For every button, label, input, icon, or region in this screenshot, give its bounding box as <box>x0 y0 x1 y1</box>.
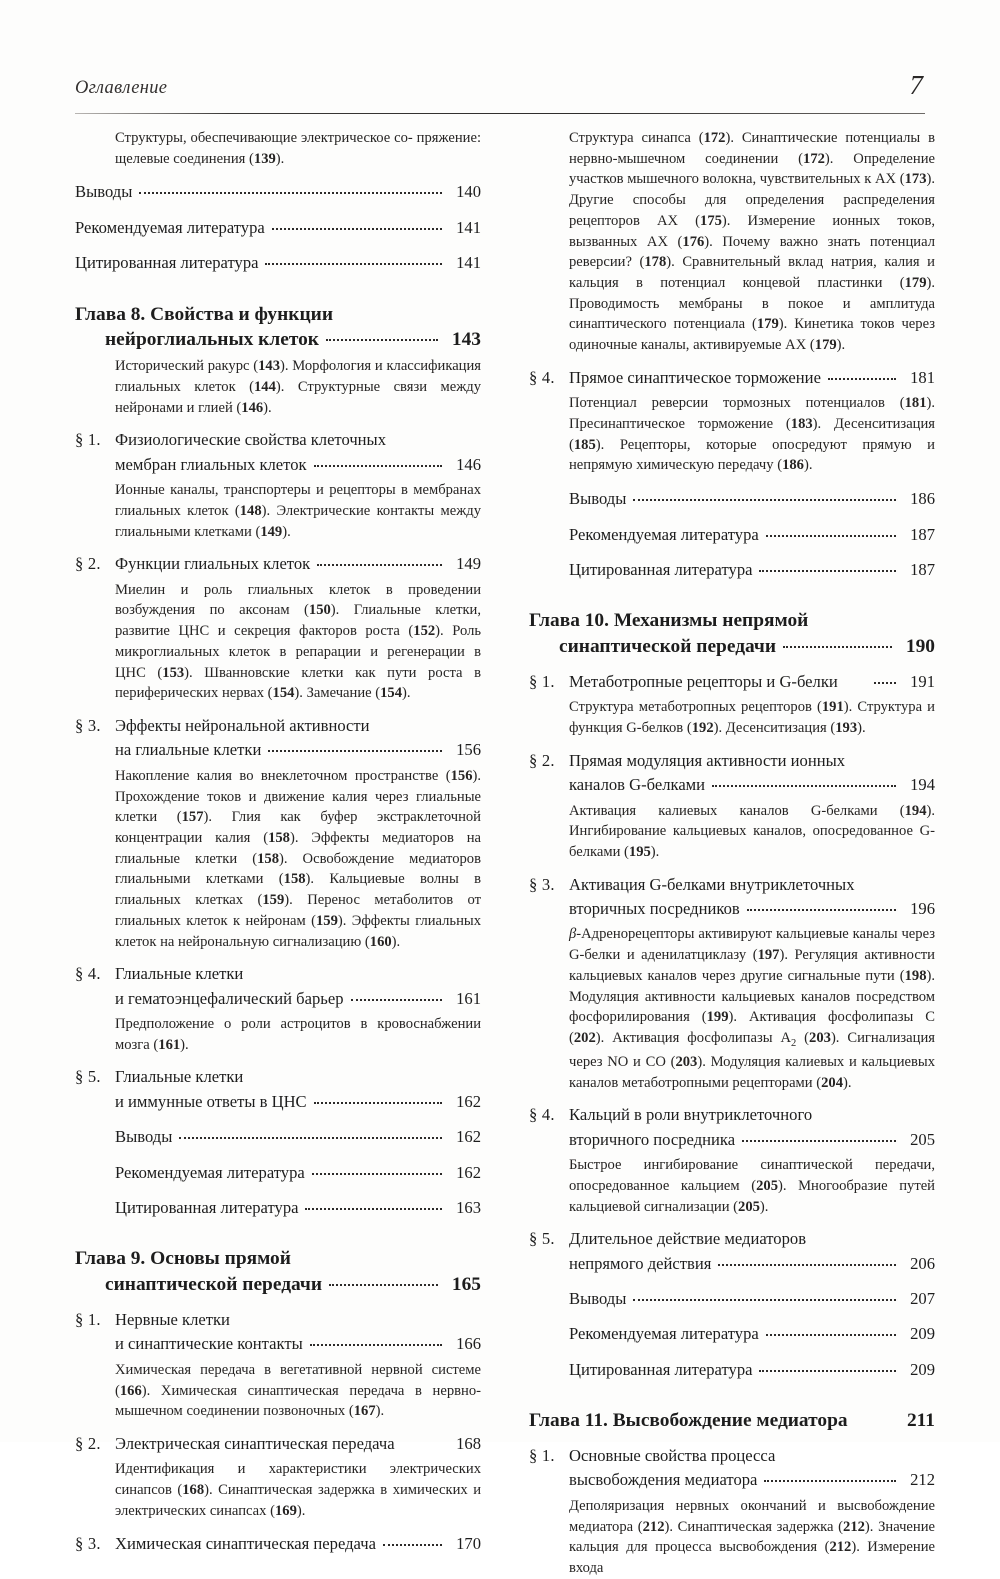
section-page-number: 205 <box>910 1129 935 1149</box>
entry-description: β-Адренорецепторы активируют кальциевые каналы через G-белки и аденилатциклазу (197). Регуляция активности кальциевых каналов через другие сигнальные пути (198). Модуляция активности кальциевых каналов посредством фосфорилирования (199). Активация фосфолипазы C (202). Активация фосфолипазы $A_2$ (203). Сигнализация через NO и CO (203). Модуляция калиевых и кальциевых каналов метаботропными рецепторами (204). <box>569 926 935 1091</box>
section-page-number: 170 <box>456 1533 481 1553</box>
section-page-number: 206 <box>910 1253 935 1273</box>
section-marker: § 2. <box>75 1433 101 1453</box>
toc-entry[interactable] <box>569 1322 935 1346</box>
toc-section-entry[interactable] <box>529 670 935 694</box>
section-marker: § 5. <box>529 1229 555 1249</box>
dot-leader <box>764 1480 896 1482</box>
section-page-number: 161 <box>456 988 481 1008</box>
toc-entry-group <box>75 1125 481 1220</box>
toc-entry-label: Цитированная литература <box>75 253 259 273</box>
toc-entry[interactable] <box>115 1196 481 1220</box>
toc-section-entry[interactable] <box>529 1227 935 1276</box>
toc-entry-page: 162 <box>456 1127 481 1147</box>
chapter-title-line2: синаптической передачи <box>559 636 777 658</box>
section-list <box>529 366 935 476</box>
toc-section-entry[interactable] <box>75 552 481 576</box>
section-marker: § 3. <box>529 874 555 894</box>
section-title-line1: Глиальные клетки <box>115 964 244 984</box>
toc-entry[interactable] <box>569 523 935 547</box>
toc-section-entry[interactable] <box>529 1103 935 1152</box>
section-marker: § 2. <box>75 554 101 574</box>
dot-leader <box>633 1299 896 1301</box>
toc-section-entry[interactable] <box>75 962 481 1011</box>
running-head <box>75 70 925 112</box>
toc-entry-label: Цитированная литература <box>569 1359 753 1379</box>
dot-leader <box>633 499 896 501</box>
section-list <box>529 670 935 1276</box>
section-page-number: 162 <box>456 1091 481 1111</box>
dot-leader <box>828 378 896 380</box>
section-title-line1: Эффекты нейрональной активности <box>115 716 370 735</box>
toc-entry[interactable] <box>75 216 481 240</box>
section-title-line2: каналов G-белками <box>569 775 706 795</box>
dot-leader <box>312 1173 442 1175</box>
dot-leader <box>314 465 442 467</box>
entry-description: Ионные каналы, транспортеры и рецепторы в мембранах глиальных клеток (148). Электрические контакты между глиальными клетками (149). <box>115 482 481 540</box>
toc-entry-label: Выводы <box>75 182 133 202</box>
toc-entry-label: Рекомендуемая литература <box>115 1162 305 1182</box>
section-title-line1: Прямая модуляция активности ионных <box>569 750 846 770</box>
toc-column-left <box>75 128 481 1579</box>
section-list <box>75 1308 481 1556</box>
section-title-line1: Физиологические свойства клеточных <box>115 430 387 450</box>
running-head-title: Оглавление <box>75 78 168 98</box>
section-list <box>529 1444 935 1579</box>
dot-leader <box>272 228 442 230</box>
entry-description: Исторический ракурс (143). Морфология и классификация глиальных клеток (144). Структурные связи между нейронами и глией (146). <box>115 358 482 416</box>
chapter-title-line2: синаптической передачи <box>105 1274 323 1296</box>
section-marker: § 1. <box>75 1310 101 1330</box>
toc-entry-page: 207 <box>910 1289 935 1309</box>
toc-entry-group <box>529 487 935 582</box>
dot-leader <box>139 192 442 194</box>
section-page-number: 181 <box>910 367 935 387</box>
section-title-line2: Электрическая синаптическая передача <box>115 1433 395 1453</box>
toc-entry-label: Цитированная литература <box>115 1198 299 1218</box>
section-marker: § 1. <box>75 430 101 450</box>
section-title-line2: вторичных посредников <box>569 899 740 919</box>
section-marker: § 3. <box>75 716 101 735</box>
section-title-line2: Функции глиальных клеток <box>115 554 311 574</box>
section-marker: § 1. <box>529 1446 555 1466</box>
toc-entry-page: 140 <box>456 182 481 202</box>
toc-section-entry[interactable] <box>529 749 935 798</box>
chapter-page-number: 143 <box>451 329 481 351</box>
toc-section-entry[interactable] <box>75 1308 481 1357</box>
chapter-heading-8[interactable] <box>75 302 481 354</box>
entry-description: Миелин и роль глиальных клеток в проведении возбуждения по аксонам (150). Глиальные клетки, развитие ЦНС и секреция факторов роста (152). Роль микроглиальных клеток в репарации и регенерации в ЦНС (153). Шванновские клетки как пути роста в периферических нервах (154). Замечание (154). <box>115 581 482 702</box>
dot-leader <box>383 1544 442 1546</box>
entry-description: Структура синапса (172). Синаптические потенциалы в нервно-мышечном соединении (172). Определение участков мышечного волокна, чувствительных к АХ (173). Другие способы для определения распределения рецепторов АХ (175). Измерение ионных токов, вызванных АХ (176). Почему важно знать потенциал реверсии? (178). Сравнительный вклад натрия, калия и кальция в потенциал концевой пластинки (179). Проводимость мембраны в покое и амплитуда синаптического потенциала (179). Кинетика токов через одиночные каналы, активируемые АХ (179). <box>569 130 935 354</box>
entry-description: Деполяризация нервных окончаний и высвобождение медиатора (212). Синаптическая задержка (212). Значение кальция для процесса высвобождения (212). Измерение входа <box>569 1497 935 1576</box>
toc-entry-label: Цитированная литература <box>569 559 753 579</box>
toc-entry-label: Выводы <box>115 1127 173 1147</box>
toc-entry[interactable] <box>569 558 935 582</box>
section-marker: § 1. <box>529 671 555 691</box>
section-title-line2: мембран глиальных клеток <box>115 454 307 474</box>
chapter-page-number: 165 <box>451 1274 481 1296</box>
section-marker: § 4. <box>75 964 101 984</box>
dot-leader <box>759 570 896 572</box>
section-title-line2: Метаботропные рецепторы и G-белки <box>569 671 838 691</box>
toc-entry-page: 163 <box>456 1198 481 1218</box>
dot-leader <box>766 535 896 537</box>
section-page-number: 149 <box>456 554 481 574</box>
toc-entry-page: 187 <box>910 559 935 579</box>
toc-entry-page: 186 <box>910 489 935 509</box>
section-title-line1: Основные свойства процесса <box>569 1446 776 1466</box>
section-title-line2: Прямое синаптическое торможение <box>569 367 821 387</box>
dot-leader <box>712 785 896 787</box>
toc-section-entry[interactable] <box>75 1065 481 1114</box>
section-title-line2: на глиальные клетки <box>115 740 262 760</box>
toc-entry[interactable] <box>75 251 481 275</box>
section-title-line2: и иммунные ответы в ЦНС <box>115 1091 307 1111</box>
section-page-number: 194 <box>910 775 935 795</box>
dot-leader <box>265 263 442 265</box>
entry-description: Активация калиевых каналов G-белками (194). Ингибирование кальциевых каналов, опосредованное G-белками (195). <box>569 802 935 860</box>
section-list <box>75 428 481 1114</box>
section-page-number: 212 <box>910 1470 935 1490</box>
entry-description: Потенциал реверсии тормозных потенциалов (181). Пресинаптическое торможение (183). Десенситизация (185). Рецепторы, которые опосредуют прямую и непрямую химическую передачу (186). <box>569 395 935 474</box>
section-marker: § 3. <box>75 1533 101 1553</box>
entry-description: Предположение о роли астроцитов в кровоснабжении мозга (161). <box>115 1016 481 1053</box>
toc-entry-page: 162 <box>456 1162 481 1182</box>
toc-section-entry[interactable] <box>75 428 481 477</box>
entry-description: Идентификация и характеристики электрических синапсов (168). Синаптическая задержка в химических и электрических синапсах (169). <box>115 1461 481 1519</box>
section-marker: § 4. <box>529 367 555 387</box>
toc-entry-group <box>75 180 481 275</box>
entry-description: Структуры, обеспечивающие электрическое со- пряжение: щелевые соединения (139). <box>115 130 481 167</box>
entry-description: Быстрое ингибирование синаптической передачи, опосредованное кальцием (205). Многообразие путей кальциевой сигнализации (205). <box>569 1157 935 1215</box>
dot-leader <box>783 646 892 648</box>
toc-entry[interactable] <box>75 180 481 204</box>
section-title-line2: Химическая синаптическая передача <box>115 1533 376 1553</box>
entry-description: Структура метаботропных рецепторов (191). Структура и функция G-белков (192). Десенситизация (193). <box>569 699 935 737</box>
chapter-heading-9[interactable] <box>75 1246 481 1298</box>
section-title-line2: высвобождения медиатора <box>569 1470 758 1490</box>
dot-leader <box>766 1334 896 1336</box>
entry-description: Накопление калия во внеклеточном пространстве (156). Прохождение токов и движение калия через глиальные клетки (157). Глия как буфер экстраклеточной концентрации калия (158). Эффекты медиаторов на глиальные клетки (158). Освобождение медиаторов глиальными клетками (158). Кальциевые волны в глиальных клетках (159). Перенос метаболитов от глиальных клеток к нейронам (159). Эффекты глиальных клеток на нейрональную сигнализацию (160). <box>115 767 481 950</box>
dot-leader <box>759 1370 896 1372</box>
chapter-title-line1: Глава 9. Основы прямой <box>75 1248 291 1270</box>
chapter-heading-11[interactable] <box>529 1408 935 1434</box>
toc-entry-label: Рекомендуемая литература <box>569 524 759 544</box>
dot-leader <box>326 339 438 341</box>
dot-leader <box>317 564 442 566</box>
toc-entry-group <box>529 1287 935 1382</box>
section-title-line1: Активация G-белками внутриклеточных <box>569 874 855 894</box>
toc-entry-label: Рекомендуемая литература <box>75 217 265 237</box>
section-title-line2: и гематоэнцефалический барьер <box>115 988 344 1008</box>
section-title-line1: Длительное действие медиаторов <box>569 1229 807 1249</box>
section-marker: § 4. <box>529 1105 555 1125</box>
dot-leader <box>268 750 442 752</box>
toc-entry-page: 187 <box>910 524 935 544</box>
toc-section-entry[interactable] <box>529 873 935 922</box>
dot-leader <box>179 1137 442 1139</box>
toc-entry[interactable] <box>569 1358 935 1382</box>
section-marker: § 5. <box>75 1067 101 1087</box>
chapter-heading-10[interactable] <box>529 608 935 660</box>
toc-section-entry[interactable] <box>75 1432 481 1456</box>
section-page-number: 166 <box>456 1334 481 1354</box>
dot-leader <box>329 1284 438 1286</box>
toc-entry[interactable] <box>115 1161 481 1185</box>
toc-section-entry[interactable] <box>529 366 935 390</box>
toc-entry-page: 209 <box>910 1359 935 1379</box>
section-page-number: 196 <box>910 899 935 919</box>
toc-entry-page: 141 <box>456 253 481 273</box>
chapter-page-number: 211 <box>906 1410 935 1432</box>
dot-leader <box>305 1208 442 1210</box>
dot-leader <box>351 999 442 1001</box>
chapter-title-line1: Глава 10. Механизмы непрямой <box>529 610 809 632</box>
toc-section-entry[interactable] <box>529 1444 935 1493</box>
toc-section-entry[interactable] <box>75 714 481 763</box>
section-page-number: 156 <box>456 740 481 760</box>
dot-leader <box>742 1140 896 1142</box>
dot-leader <box>874 682 896 684</box>
toc-entry[interactable] <box>115 1125 481 1149</box>
toc-entry[interactable] <box>569 1287 935 1311</box>
chapter-page-number: 190 <box>905 636 935 658</box>
section-title-line2: и синаптические контакты <box>115 1334 303 1354</box>
section-page-number: 191 <box>910 671 935 691</box>
section-title-line1: Кальций в роли внутриклеточного <box>569 1105 813 1125</box>
dot-leader <box>747 909 896 911</box>
toc-entry-page: 209 <box>910 1324 935 1344</box>
section-page-number: 146 <box>456 454 481 474</box>
toc-entry[interactable] <box>569 487 935 511</box>
section-title-line1: Глиальные клетки <box>115 1067 244 1087</box>
page-number: 7 <box>909 70 923 100</box>
section-page-number: 168 <box>456 1433 481 1453</box>
dot-leader <box>314 1102 442 1104</box>
toc-section-entry[interactable] <box>75 1532 481 1556</box>
entry-description: Химическая передача в вегетативной нервной системе (166). Химическая синаптическая передача в нервно-мышечном соединении позвоночных (167). <box>115 1361 481 1420</box>
toc-entry-label: Выводы <box>569 489 627 509</box>
chapter-title-line1: Глава 11. Высвобождение медиатора <box>529 1410 848 1432</box>
chapter-title-line2: нейроглиальных клеток <box>105 329 319 351</box>
section-marker: § 2. <box>529 750 555 770</box>
toc-entry-label: Выводы <box>569 1289 627 1309</box>
toc-column-right <box>529 128 935 1579</box>
section-title-line1: Нервные клетки <box>115 1310 230 1330</box>
dot-leader <box>310 1344 442 1346</box>
toc-entry-label: Рекомендуемая литература <box>569 1324 759 1344</box>
toc-entry-page: 141 <box>456 217 481 237</box>
section-title-line2: непрямого действия <box>569 1253 712 1273</box>
chapter-title-line1: Глава 8. Свойства и функции <box>75 303 333 325</box>
section-title-line2: вторичного посредника <box>569 1129 736 1149</box>
dot-leader <box>718 1264 896 1266</box>
toc-columns <box>75 128 935 1579</box>
header-rule <box>75 113 925 114</box>
